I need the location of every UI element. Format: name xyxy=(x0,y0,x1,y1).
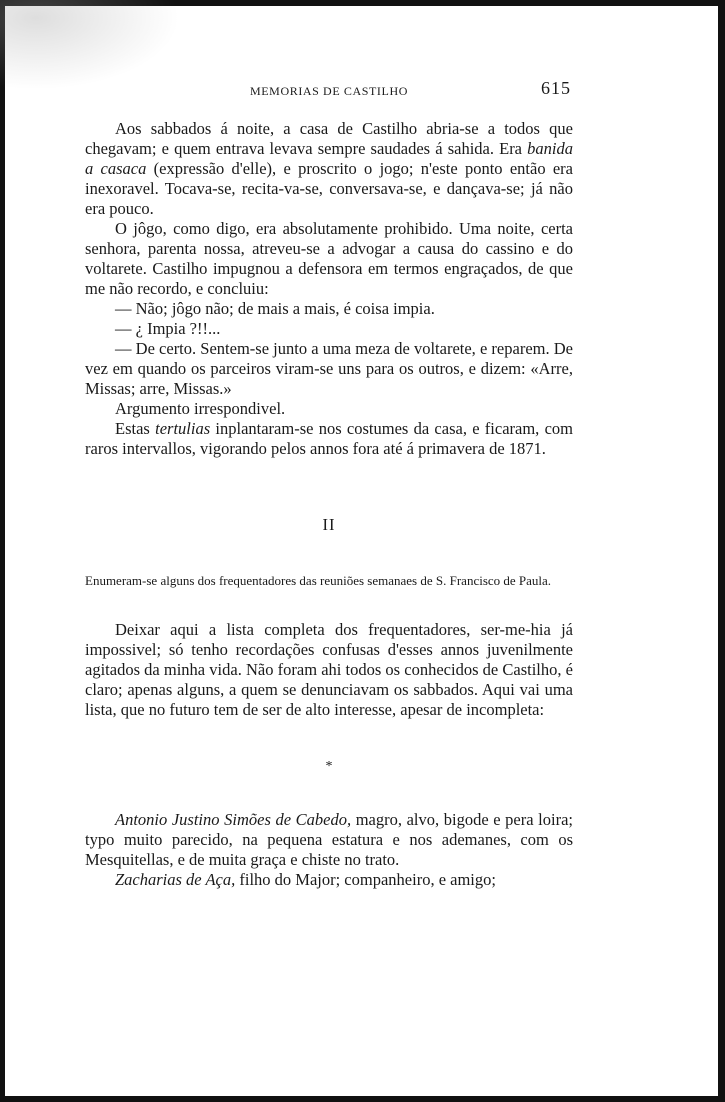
scan-border-left xyxy=(0,0,5,1102)
frequentadores-list xyxy=(85,810,573,890)
paragraph: O jôgo, como digo, era absolutamente prohibido. Uma noite, certa senhora, parenta nossa, atreveu-se a advogar a causa do cassino e do voltarete. Castilho impugnou a defensora em termos engraçados, de que me não recordo, e concluiu: xyxy=(85,219,573,298)
paragraph: Argumento irrespondivel. xyxy=(115,399,286,418)
book-page xyxy=(85,78,573,890)
dialogue-line: — De certo. Sentem-se junto a uma meza de voltarete, e reparem. De vez em quando os parceiros viram-se uns para os outros, e dizem: «Arre, Missas; arre, Missas.» xyxy=(85,339,573,398)
section-summary: Enumeram-se alguns dos frequentadores das reuniões semanaes de S. Francisco de Paula. xyxy=(85,573,552,588)
paragraph: Aos sabbados á noite, a casa de Castilho abria-se a todos que chegavam; e quem entrava levava sempre saudades á sahida. Era banida a casaca (expressão d'elle), e proscrito o jogo; n'este ponto então era inexoravel. Tocava-se, recita-va-se, conversava-se, e dançava-se; já não era pouco. xyxy=(85,119,574,218)
dialogue-line: — Não; jôgo não; de mais a mais, é coisa impia. xyxy=(115,299,435,318)
dialogue-line: — ¿ Impia ?!!... xyxy=(115,319,221,338)
asterisk-separator: * xyxy=(325,759,333,774)
section-number: II xyxy=(322,515,336,534)
page-number: 615 xyxy=(541,78,571,98)
entry-text: filho do Major; companheiro, e amigo; xyxy=(235,870,496,889)
list-entry xyxy=(85,810,573,870)
scan-border-bottom xyxy=(0,1096,725,1102)
entry-text: magro, alvo, bigode e pera loira; typo muito parecido, na pequena estatura e nos ademanes, com os Mesquitellas, e de muita graça e chiste no trato. xyxy=(85,810,573,869)
scan-border-right xyxy=(718,0,725,1102)
entry-name: Antonio Justino Simões de Cabedo, xyxy=(115,810,352,829)
list-entry xyxy=(85,870,573,890)
scan-smudge xyxy=(0,0,180,90)
running-title: MEMORIAS DE CASTILHO xyxy=(249,84,408,98)
section-2-text xyxy=(85,620,573,720)
page-header xyxy=(85,78,573,104)
section-1-text xyxy=(85,119,573,459)
entry-name: Zacharias de Aça, xyxy=(115,870,236,889)
paragraph: Deixar aqui a lista completa dos frequentadores, ser-me-hia já impossivel; só tenho recordações confusas d'esses annos juvenilmente agitados da minha vida. Não foram ahi todos os conhecidos de Castilho, é claro; apenas alguns, a quem se denunciavam os sabbados. Aqui vai uma lista, que no futuro tem de ser de alto interesse, apesar de incompleta: xyxy=(85,620,573,719)
paragraph: Estas tertulias inplantaram-se nos costumes da casa, e ficaram, com raros intervallos, vigorando pelos annos fora até á primavera de 1871. xyxy=(85,419,573,458)
